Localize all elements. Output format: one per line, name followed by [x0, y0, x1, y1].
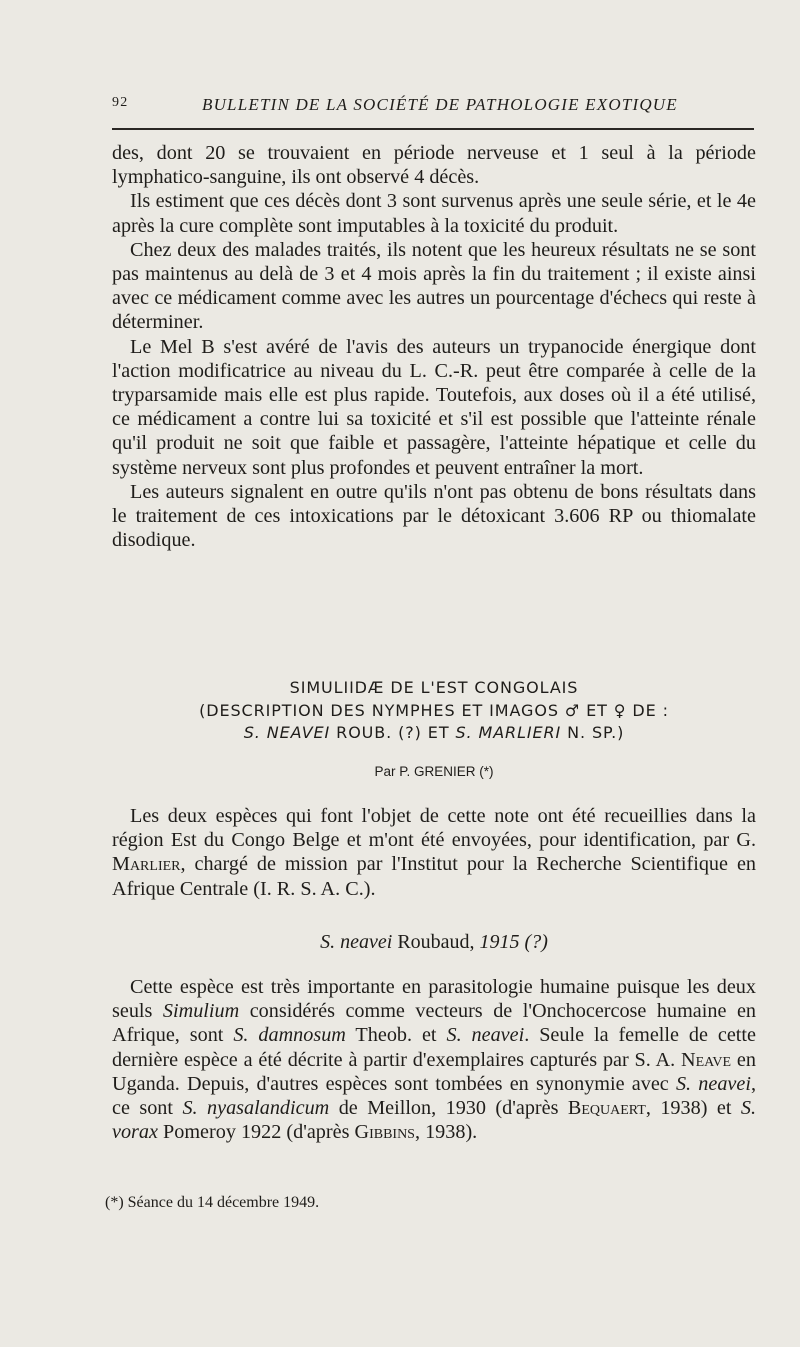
species-name: S. NEAVEI — [243, 723, 331, 742]
text-run: considérés comme vecteurs de l'Onchocercose humaine en Afrique, sont — [112, 1000, 757, 1047]
article-title-text: N. SP.) — [561, 723, 625, 742]
paragraph: Ils estiment que ces décès dont 3 sont survenus après une seule série, et le 4e après la cure complète sont imputables à la toxicité du produit. — [112, 190, 756, 237]
top-text-block — [112, 141, 756, 552]
text-run: . Seule la femelle de cette dernière espèce a été décrite à partir d'exemplaires capturés par S. A. — [112, 1024, 756, 1071]
paragraph: Le Mel B s'est avéré de l'avis des auteurs un trypanocide énergique dont l'action modificatrice au niveau du L. C.-R. peut être comparée à celle de la tryparsamide mais elle est plus rapide. Toutefois, aux doses où il a été utilisé, ce médicament a contre lui sa toxicité et s'il est possible que l'atteinte rénale qu'il produit ne soit que faible et passagère, l'atteinte hépatique et celle du système nerveux sont plus profondes et peuvent entraîner la mort. — [112, 335, 756, 479]
species-year: 1915 (?) — [479, 931, 548, 953]
author-name: Gibbins — [354, 1121, 415, 1144]
text-run: , 1938). — [414, 1121, 478, 1144]
text-run: Cette espèce est très importante en parasitologie humaine puisque les deux seuls — [112, 976, 756, 1023]
species-name: S. neavei — [675, 1072, 751, 1095]
paragraph — [112, 975, 756, 1144]
running-head — [112, 95, 752, 119]
author-name: Bequaert — [567, 1097, 646, 1120]
species-author: Roubaud, — [392, 931, 480, 953]
text-run: , 1938) et — [645, 1097, 741, 1120]
byline: Par P. GRENIER (*) — [374, 764, 494, 779]
paragraph: des, dont 20 se trouvaient en période nerveuse et 1 seul à la période lymphatico-sanguine, ils ont observé 4 décès. — [112, 142, 756, 189]
species-name: S. neavei — [320, 931, 393, 953]
page-number: 92 — [112, 95, 129, 110]
species-name: S. damnosum — [233, 1024, 346, 1047]
species-name: S. neavei — [446, 1024, 525, 1047]
species-name: S. vorax — [112, 1097, 757, 1144]
text-run: Les deux espèces qui font l'objet de cette note ont été recueillies dans la région Est du Congo Belge et m'ont été envoyées, pour identification, par G. — [112, 805, 756, 852]
text-run: Pomeroy 1922 (d'après — [157, 1121, 355, 1144]
text-run: Theob. et — [345, 1024, 447, 1047]
article-title-line: SIMULIIDÆ DE L'EST CONGOLAIS — [289, 678, 579, 697]
intro-paragraph — [112, 804, 756, 901]
text-run: en Uganda. Depuis, d'autres espèces sont tombées en synonymie avec — [112, 1048, 756, 1095]
paragraph: Chez deux des malades traités, ils notent que les heureux résultats ne se sont pas maintenus au delà de 3 et 4 mois après la fin du traitement ; il existe ainsi avec ce médicament comme avec les autres un pourcentage d'échecs qui reste à déterminer. — [112, 238, 756, 334]
species-name: S. nyasalandicum — [182, 1097, 330, 1120]
paragraph: Les auteurs signalent en outre qu'ils n'ont pas obtenu de bons résultats dans le traitement de ces intoxications par le détoxicant 3.606 RP ou thiomalate disodique. — [112, 480, 756, 552]
text-run: de Meillon, 1930 (d'après — [329, 1097, 568, 1120]
author-name: Neave — [681, 1048, 732, 1071]
species-paragraph — [112, 975, 756, 1144]
article-title — [112, 677, 756, 745]
footnote: (*) Séance du 14 décembre 1949. — [105, 1194, 320, 1211]
article-title-line — [112, 722, 756, 745]
journal-title: BULLETIN DE LA SOCIÉTÉ DE PATHOLOGIE EXOTIQUE — [202, 95, 678, 114]
paragraph — [112, 804, 756, 901]
article-title-line: (DESCRIPTION DES NYMPHES ET IMAGOS ♂ ET ♀ DE : — [199, 700, 669, 720]
species-name: S. MARLIERI — [455, 723, 562, 742]
species-heading — [112, 931, 756, 954]
text-run: , ce sont — [112, 1072, 756, 1120]
genus-name: Simulium — [162, 1000, 240, 1023]
header-rule — [112, 128, 754, 130]
text-run: , chargé de mission par l'Institut pour la Recherche Scientifique en Afrique Centrale (I. R. S. A. C.). — [112, 853, 756, 900]
author-name: Marlier — [112, 853, 181, 876]
article-title-text: ROUB. (?) ET — [330, 723, 456, 742]
